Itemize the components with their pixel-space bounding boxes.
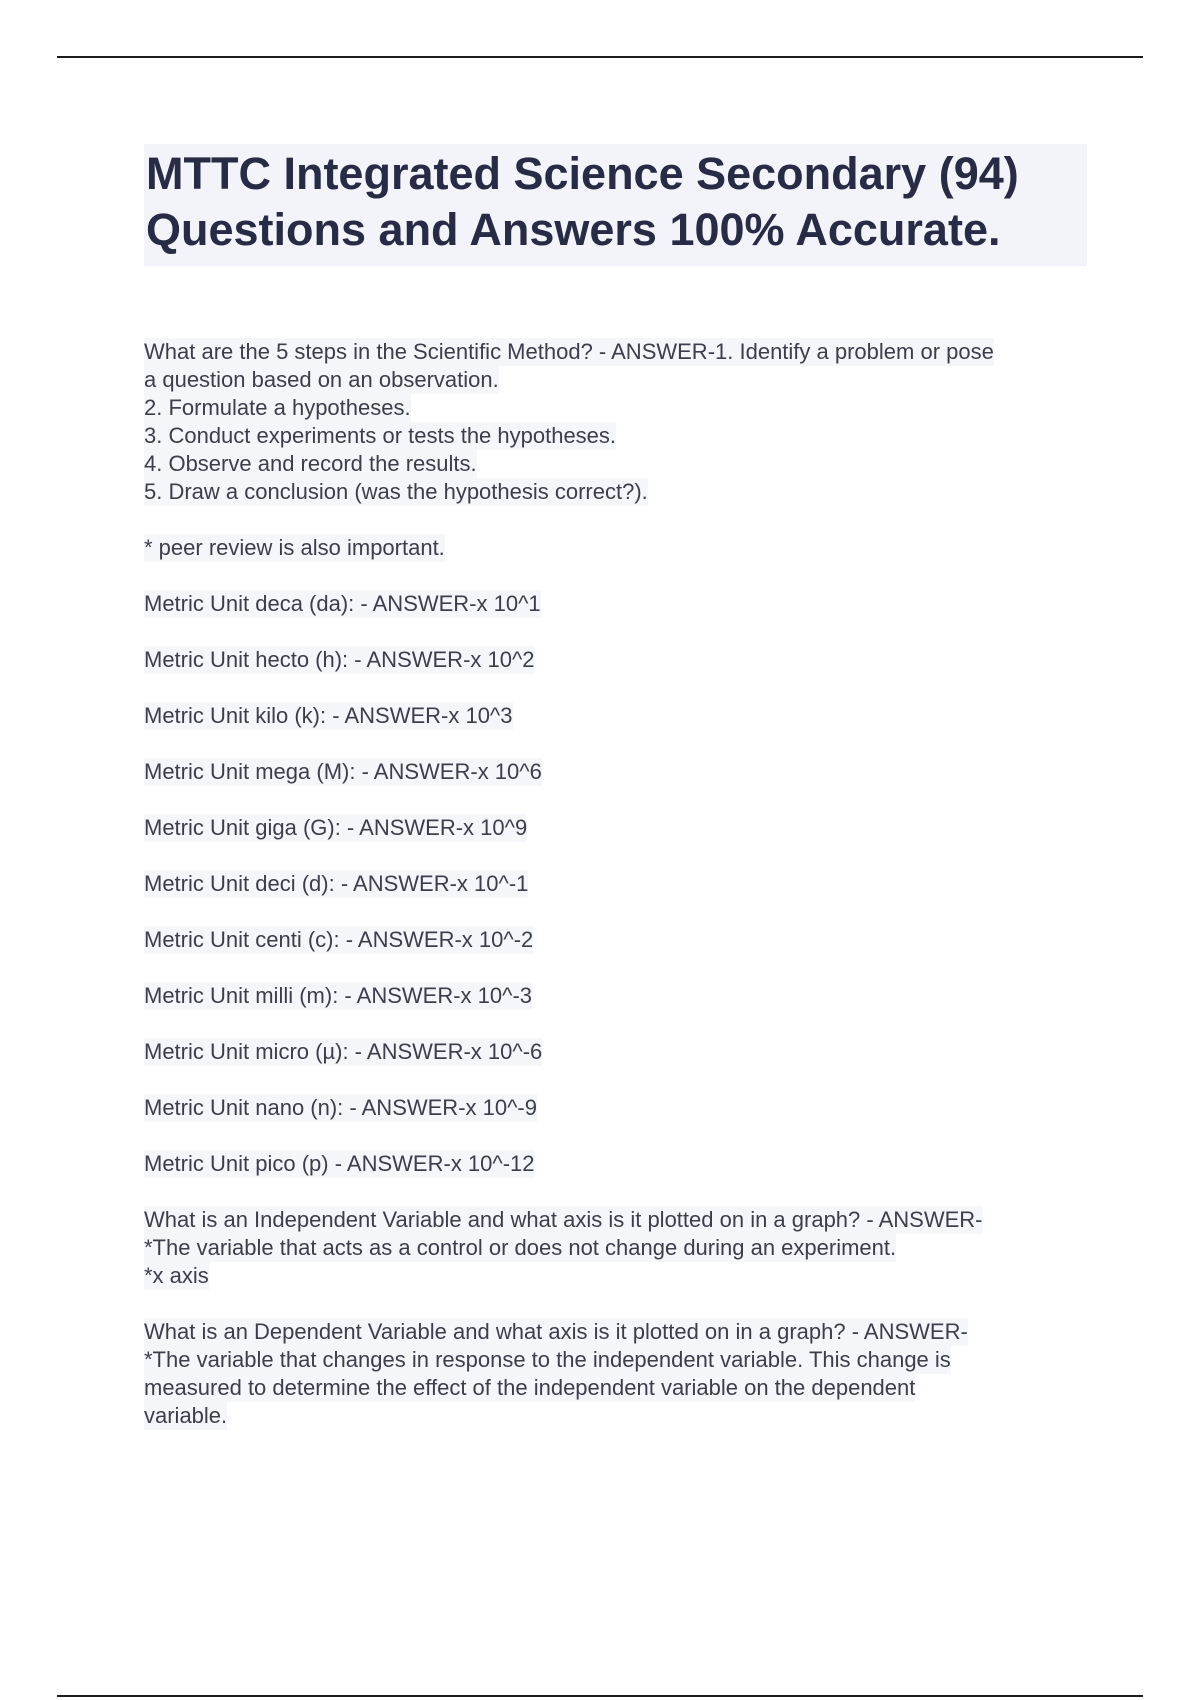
header-rule — [57, 56, 1143, 58]
text-line: Metric Unit milli (m): - ANSWER-x 10^-3 — [144, 983, 533, 1008]
text-line: Metric Unit kilo (k): - ANSWER-x 10^3 — [144, 703, 513, 728]
text-line: * peer review is also important. — [144, 535, 445, 560]
qa-metric-pico — [144, 1150, 1084, 1178]
text-line: Metric Unit deci (d): - ANSWER-x 10^-1 — [144, 871, 529, 896]
document-body — [144, 338, 1084, 1458]
text-line: Metric Unit deca (da): - ANSWER-x 10^1 — [144, 591, 541, 616]
qa-metric-nano — [144, 1094, 1084, 1122]
text-line: What is an Independent Variable and what axis is it plotted on in a graph? - ANSWER- — [144, 1207, 983, 1232]
text-line: 5. Draw a conclusion (was the hypothesis correct?). — [144, 479, 648, 504]
qa-independent-variable — [144, 1206, 1084, 1290]
qa-metric-milli — [144, 982, 1084, 1010]
document-title — [144, 144, 1087, 266]
title-line-2: Questions and Answers 100% Accurate. — [146, 204, 1001, 255]
text-line: Metric Unit micro (µ): - ANSWER-x 10^-6 — [144, 1039, 543, 1064]
qa-metric-mega — [144, 758, 1084, 786]
text-line: What are the 5 steps in the Scientific Method? - ANSWER-1. Identify a problem or pose — [144, 339, 994, 364]
text-line: Metric Unit pico (p) - ANSWER-x 10^-12 — [144, 1151, 535, 1176]
text-line: Metric Unit giga (G): - ANSWER-x 10^9 — [144, 815, 528, 840]
qa-metric-centi — [144, 926, 1084, 954]
text-line: a question based on an observation. — [144, 367, 499, 392]
qa-scientific-method — [144, 338, 1084, 506]
text-line: 4. Observe and record the results. — [144, 451, 477, 476]
text-line: 3. Conduct experiments or tests the hypotheses. — [144, 423, 617, 448]
title-line-1: MTTC Integrated Science Secondary (94) — [146, 148, 1019, 199]
text-line: Metric Unit nano (n): - ANSWER-x 10^-9 — [144, 1095, 537, 1120]
text-line: variable. — [144, 1403, 228, 1428]
text-line: *The variable that acts as a control or does not change during an experiment. — [144, 1235, 897, 1260]
text-line: Metric Unit mega (M): - ANSWER-x 10^6 — [144, 759, 542, 784]
qa-metric-giga — [144, 814, 1084, 842]
qa-metric-deca — [144, 590, 1084, 618]
text-line: Metric Unit centi (c): - ANSWER-x 10^-2 — [144, 927, 534, 952]
qa-metric-deci — [144, 870, 1084, 898]
footer-rule — [57, 1695, 1143, 1697]
qa-dependent-variable — [144, 1318, 1084, 1430]
text-line: *The variable that changes in response to the independent variable. This change is — [144, 1347, 951, 1372]
text-line: *x axis — [144, 1263, 209, 1288]
text-line: What is an Dependent Variable and what axis is it plotted on in a graph? - ANSWER- — [144, 1319, 968, 1344]
qa-metric-kilo — [144, 702, 1084, 730]
text-line: Metric Unit hecto (h): - ANSWER-x 10^2 — [144, 647, 535, 672]
text-line: 2. Formulate a hypotheses. — [144, 395, 411, 420]
text-line: measured to determine the effect of the independent variable on the dependent — [144, 1375, 916, 1400]
qa-metric-micro — [144, 1038, 1084, 1066]
note-peer-review — [144, 534, 1084, 562]
qa-metric-hecto — [144, 646, 1084, 674]
